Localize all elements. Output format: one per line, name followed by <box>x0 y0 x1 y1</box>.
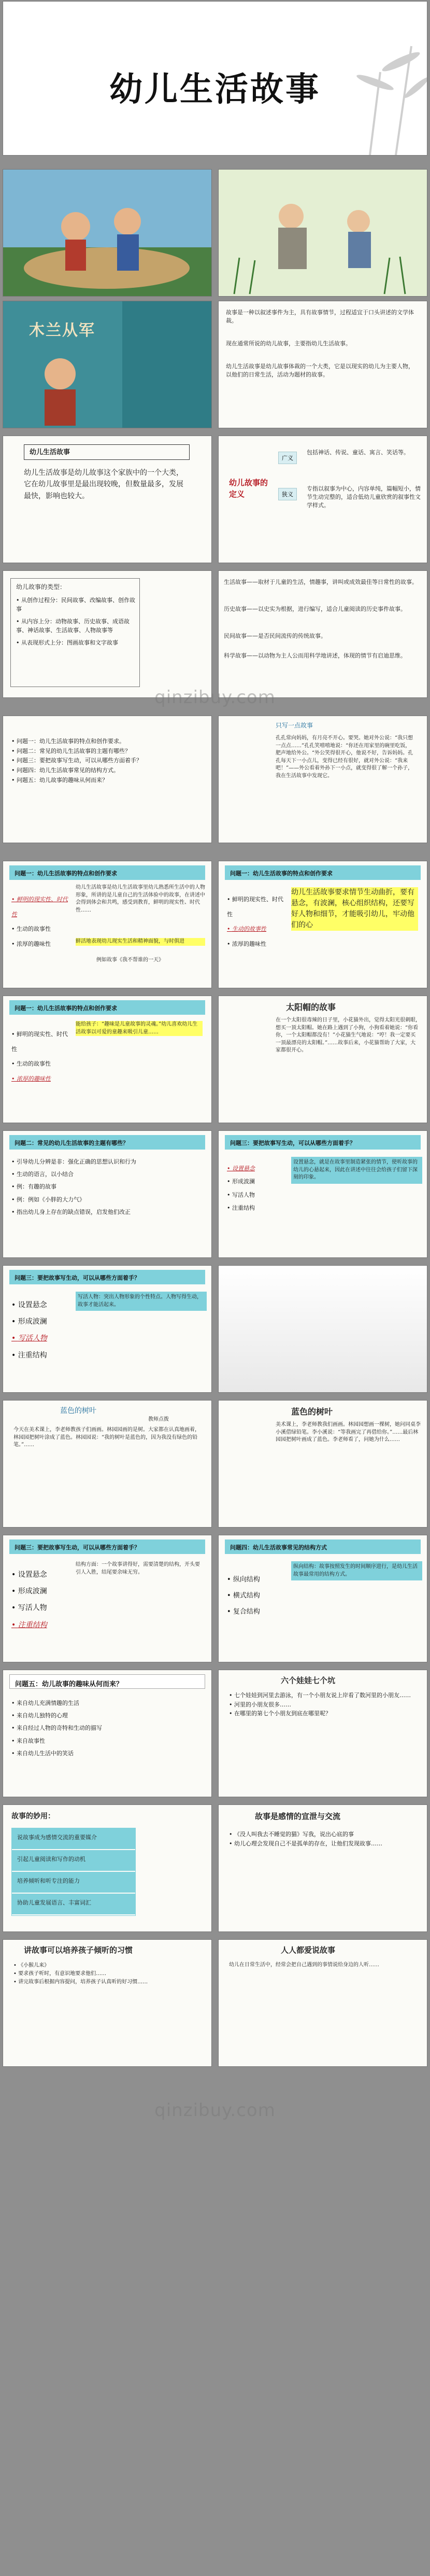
slide-story-types-def <box>218 436 427 563</box>
question-item: • 问题二：常见的幼儿生活故事的主题有哪些？ <box>11 747 203 757</box>
method-note: 写活人物：突出人物形象的个性特点。人物写得生动，故事才能活起来。 <box>76 1292 207 1311</box>
slide-sample-story <box>218 716 427 843</box>
feature-item: • 浓厚的趣味性 <box>11 1072 68 1087</box>
structure-note: 纵向结构：故事按照发生的时间顺序进行，是幼儿生活故事最常用的结构方式。 <box>291 1561 422 1580</box>
narrow-label: 狭义 <box>278 488 297 500</box>
use-item: 协助儿童发展语言、丰富词汇 <box>12 1894 135 1914</box>
story-text-1: 故事是一种以叙述事件为主，具有故事情节，过程适宜于口头讲述的文学体裁。 <box>226 309 414 324</box>
method-item: • 形成波澜 <box>227 1175 284 1188</box>
seven-kids-title: 六个娃娃七个坑 <box>281 1676 336 1685</box>
fun-item: • 来自幼儿生活中的笑话 <box>11 1747 203 1760</box>
definition-side-title: 幼儿故事的定义 <box>229 478 268 499</box>
life-story-body: 幼儿生活故事是幼儿故事这个家族中的一个大类，它在幼儿故事里是最出现较晚，但数量最多，发展最快，影响也较大。 <box>24 469 183 500</box>
theme-list <box>11 1156 203 1219</box>
method-item: • 设置悬念 <box>11 1297 68 1313</box>
narrow-text: 专指以叙事为中心，内容单纯，篇幅短小，情节生动完整的，适合低幼儿童欣赏的叙事性文学样式。 <box>307 485 421 509</box>
slide-everyone-loves-stories <box>218 1939 427 2067</box>
types-list <box>16 596 135 648</box>
book-cover <box>3 301 122 428</box>
slide-seven-kids <box>218 1670 427 1797</box>
slide-header: 问题一：幼儿生活故事的特点和创作要求 <box>225 865 421 880</box>
feature-item: • 生动的故事性 <box>11 922 68 937</box>
slide-story-kinds <box>218 570 427 698</box>
listening-item: • 要求孩子听时，有意识地要求他们…… <box>13 1970 200 1978</box>
fun-item: • 来自故事性 <box>11 1735 203 1747</box>
watermark: qinzibuy.com <box>154 687 276 708</box>
listening-item: • 《小猴儿来》 <box>13 1962 200 1970</box>
ink-decoration <box>219 1266 427 1393</box>
seven-kids-item: • 在哪里的第七个小朋友到底在哪里呢？ <box>229 1709 415 1718</box>
blue-leaf-text-2: 美术课上，李老师教我们画画。林园园想画一棵树，她问同桌李小溪借绿铅笔。李小溪说：“等我画完了再借给你。”……最后林园园把树叶画成了蓝色。李老师看了，问她为什么…… <box>276 1422 421 1443</box>
structure-item: • 复合结构 <box>227 1604 284 1620</box>
slide-questions <box>3 716 212 843</box>
slide-q3-c <box>3 1535 212 1662</box>
slide-q3-a <box>218 1130 427 1258</box>
use-item: 说故事成为感情交流的重要媒介 <box>12 1828 135 1849</box>
theme-item: • 生动的语言，以小结合 <box>11 1168 203 1181</box>
method-item: • 形成波澜 <box>11 1313 68 1330</box>
questions-list <box>11 737 203 785</box>
feature-item: • 鲜明的现实性、时代性 <box>227 892 284 922</box>
types-box <box>10 578 140 687</box>
blue-leaf-subtitle: 教师点拨 <box>148 1417 169 1422</box>
method-item: • 设置悬念 <box>227 1162 284 1175</box>
structure-item: • 纵向结构 <box>227 1572 284 1588</box>
theme-item: • 例：例如《小胖的大力气》 <box>11 1194 203 1206</box>
use-item: 引起儿童阅读和写作的动机 <box>12 1850 135 1871</box>
types-title: 幼儿故事的类型： <box>16 583 66 591</box>
slide-life-story <box>3 436 212 563</box>
method-item: • 设置悬念 <box>11 1566 68 1583</box>
question-item: • 问题三：要把故事写生动，可以从哪些方面着手？ <box>11 756 203 766</box>
slide-q4 <box>218 1535 427 1662</box>
method-item: • 注重结构 <box>227 1201 284 1214</box>
slide-emotional-exchange <box>218 1804 427 1932</box>
illustration-slide-right <box>218 169 427 297</box>
use-item: 培养倾听和听专注的能力 <box>12 1872 135 1893</box>
slide-q3-b <box>3 1265 212 1393</box>
broad-label: 广义 <box>278 452 297 464</box>
slide-header: 问题一：幼儿生活故事的特点和创作要求 <box>9 1000 205 1015</box>
page-title: 幼儿生活故事 <box>109 71 321 109</box>
broad-text: 包括神话、传说、童话、寓言、笑话等。 <box>307 449 409 456</box>
listening-list <box>13 1962 200 1986</box>
method-item: • 形成波澜 <box>11 1583 68 1600</box>
fun-list <box>11 1697 203 1760</box>
feature-item: • 鲜明的现实性、时代性 <box>11 892 68 922</box>
slide-header: 问题四：幼儿生活故事常见的结构方式 <box>225 1539 421 1554</box>
kind-line: 民间故事——是否民间流传的传统故事。 <box>224 633 326 639</box>
slide-story-text <box>218 301 427 428</box>
slide-header: 问题二：常见的幼儿生活故事的主题有哪些？ <box>9 1135 205 1150</box>
listening-title: 讲故事可以培养孩子倾听的习惯 <box>24 1945 133 1955</box>
method-list <box>227 1162 284 1214</box>
fun-item: • 来自幼儿独特的心理 <box>11 1710 203 1722</box>
story-uses-title: 故事的妙用： <box>11 1812 55 1821</box>
slide-story-uses <box>3 1804 212 1932</box>
feature-quote: 例如故事《我不帮谁的一天》 <box>96 957 164 963</box>
sample-story-text: 孔孔常向妈妈，有月亮不开心。要哭。她对外公说：“我只想一点点……”孔孔笑嘻嘻地说：“你还在用家里的碗里吃饭，肥声地给外公。“外公笑得很开心，他说不好，告诉妈妈。孔孔每天下一小点儿，变得已经有很好，就对外公说：“我来吧！”——外公看着外孙下一小点，就变得很了解一个孙子，我在生活故事中发现它。 <box>276 735 413 779</box>
fun-item: • 来自经过人物的奇特和生动的描写 <box>11 1722 203 1734</box>
feature-item: • 生动的故事性 <box>11 1057 68 1072</box>
seven-kids-item: • 河里的小朋友很多…… <box>229 1700 415 1710</box>
slide-sun-hat <box>218 996 427 1123</box>
slide-story-definition <box>3 301 212 428</box>
slide-header: 问题三：要把故事写生动，可以从哪些方面着手？ <box>9 1270 205 1284</box>
feature-highlight: 幼儿生活故事要求情节生动曲折，要有悬念，有波澜，核心组织结构，还要写好人物和细节，才能吸引幼儿，牢动他们的心 <box>291 887 418 931</box>
book-cover-label: 木兰从军 <box>29 321 95 340</box>
method-list <box>11 1297 68 1364</box>
type-item: • 从内容上分：动物故事、历史故事、成语故事、神话故事、生活故事、人物故事等 <box>16 618 135 635</box>
question-item: • 问题五：幼儿故事的趣味从何而来？ <box>11 776 203 786</box>
farmer-illustration <box>219 170 427 297</box>
kind-line: 历史故事——以史实为根据，进行编写，适合儿童阅读的历史事件故事。 <box>224 606 406 612</box>
method-note: 设置悬念，就是在故事里制造紧张的情节，使听故事的幼儿的心悬起来，因此在讲述中往往会给孩子们留下深刻的印象。 <box>291 1157 422 1184</box>
sample-story-title: 只写一点故事 <box>276 722 313 729</box>
slide-story-types <box>3 570 212 698</box>
story-text-2: 现在通常所说的幼儿故事，主要指幼儿生活故事。 <box>226 340 351 347</box>
story-text-3: 幼儿生活故事是幼儿故事体裁的一个大类，它是以现实的幼儿为主要人物，以他们的日常生活，活动为题材的故事。 <box>226 363 414 378</box>
emotional-list <box>229 1830 415 1848</box>
question-item: • 问题一：幼儿生活故事的特点和创作要求。 <box>11 737 203 747</box>
method-item: • 注重结构 <box>11 1617 68 1633</box>
feature-list <box>11 892 68 951</box>
everyone-title: 人人都爱说故事 <box>281 1945 336 1955</box>
life-story-heading: 幼儿生活故事 <box>30 449 70 456</box>
slide-q1-b <box>218 861 427 988</box>
theme-item: • 指出幼儿身上存在的缺点错误，启发他们改正 <box>11 1206 203 1219</box>
everyone-text: 幼儿在日常生活中，经常会把自己遇到的事情说给身边的人听…… <box>229 1962 379 1968</box>
watermark: qinzibuy.com <box>154 2100 276 2121</box>
kind-line: 生活故事——取材于儿童的生活，情趣事，讲叫或成效最佳等日常性的故事。 <box>224 579 418 585</box>
theme-item: • 例：有趣的故事 <box>11 1181 203 1193</box>
illustration-slide-left <box>3 169 212 297</box>
question-item: • 问题四：幼儿生活故事常见的结构方式。 <box>11 766 203 776</box>
type-item: • 从创作过程分：民间故事、改编故事、创作故事 <box>16 596 135 613</box>
blue-leaf-title: 蓝色的树叶 <box>60 1407 96 1415</box>
feature-highlight: 鲜活地表现幼儿现实生活和精神面貌，与时俱进 <box>76 938 205 946</box>
slide-listening <box>3 1939 212 2067</box>
structure-item: • 横式结构 <box>227 1588 284 1604</box>
slide-blue-leaf-c <box>218 1400 427 1528</box>
method-list <box>11 1566 68 1633</box>
method-item: • 写活人物 <box>227 1188 284 1201</box>
slide-header: 问题三：要把故事写生动，可以从哪些方面着手？ <box>9 1539 205 1554</box>
type-item: • 从表现形式上分：图画故事和文字故事 <box>16 639 135 648</box>
seven-kids-item: • 七个娃娃到河里去游泳，有一个小朋友说上岸看了数河里的小朋友…… <box>229 1691 415 1700</box>
seven-kids-list <box>229 1691 415 1718</box>
method-note: 结构方面：一个故事讲得好，需要清楚的结构，开头要引人入胜，结尾要余味无穷。 <box>76 1562 200 1575</box>
slide-q2 <box>3 1130 212 1258</box>
feature-list <box>227 892 284 951</box>
emotional-item: • 《没人叫我去不睡觉的猫》写我，说出心底的事 <box>229 1830 415 1839</box>
slide-header: 问题五：幼儿故事的趣味从何而来？ <box>9 1674 205 1689</box>
slide-blue-leaf-a <box>218 1265 427 1393</box>
slide-blue-leaf-b <box>3 1400 212 1528</box>
method-item: • 写活人物 <box>11 1330 68 1347</box>
kind-line: 科学故事——以动物为主人公而用科学地讲述，体现的情节有启迪思维。 <box>224 652 406 659</box>
sun-hat-title: 太阳帽的故事 <box>286 1002 336 1012</box>
feature-list <box>11 1027 68 1086</box>
emotional-item: • 幼儿心理会发现自己不是孤单的存在，让他们发现故事…… <box>229 1839 415 1849</box>
slide-q1-c <box>3 996 212 1123</box>
blue-leaf-text: 今天在美术课上，李老师教孩子们画画。林园园画的是树。大家都在认真地画着，林园园把树叶涂成了蓝色。林园园说：“我的树叶是蓝色的，因为我没有绿色的铅笔。”…… <box>13 1427 200 1448</box>
slide-q1-a <box>3 861 212 988</box>
sun-hat-text: 在一个太阳很毒辣的日子里，小花猫外出，觉得太阳光很刺眼，想买一顶太阳帽。她在路上遇到了小狗，小狗看着她说：“你看你，一个太阳帽都没有！”小花猫生气地说：“哼！我一定要买一顶最漂亮的太阳帽。”……故事后来，小花猫帮助了大家，大家都很开心。 <box>276 1017 421 1053</box>
method-item: • 注重结构 <box>11 1347 68 1364</box>
feature-highlight: 能给孩子：“趣味是儿童故事的灵魂。”幼儿喜欢幼儿生活故事以可爱的童趣来吸引儿童…… <box>76 1021 203 1036</box>
feature-item: • 浓厚的趣味性 <box>11 937 68 952</box>
emotional-title: 故事是感情的宣泄与交流 <box>255 1812 341 1821</box>
method-item: • 写活人物 <box>11 1600 68 1616</box>
blue-leaf-title-2: 蓝色的树叶 <box>291 1407 333 1417</box>
fun-item: • 来自幼儿充满情趣的生活 <box>11 1697 203 1710</box>
story-uses-box <box>11 1828 136 1916</box>
slide-q5 <box>3 1670 212 1797</box>
children-illustration <box>3 170 212 297</box>
structure-list <box>227 1572 284 1620</box>
feature-item: • 生动的故事性 <box>227 922 284 937</box>
feature-body: 幼儿生活故事是幼儿生活故事里幼儿熟悉所生活中的人物形象，所讲的是儿童自己的生活体验中的故事，在讲述中会得到体会和共鸣，感受到教育，鲜明的现实性、时代性…… <box>76 885 205 913</box>
title-slide <box>3 1 427 156</box>
slide-header: 问题一：幼儿生活故事的特点和创作要求 <box>9 865 205 880</box>
slide-header: 问题三：要把故事写生动，可以从哪些方面着手？ <box>225 1135 421 1150</box>
heading-box <box>24 444 190 460</box>
feature-item: • 鲜明的现实性、时代性 <box>11 1027 68 1057</box>
cover-art <box>3 338 122 428</box>
listening-item: • 讲完故事后根据内容提问，培养孩子认真听的好习惯…… <box>13 1978 200 1986</box>
feature-item: • 浓厚的趣味性 <box>227 937 284 952</box>
theme-item: • 引导幼儿分辨是非：强化正确的思想认识和行为 <box>11 1156 203 1168</box>
